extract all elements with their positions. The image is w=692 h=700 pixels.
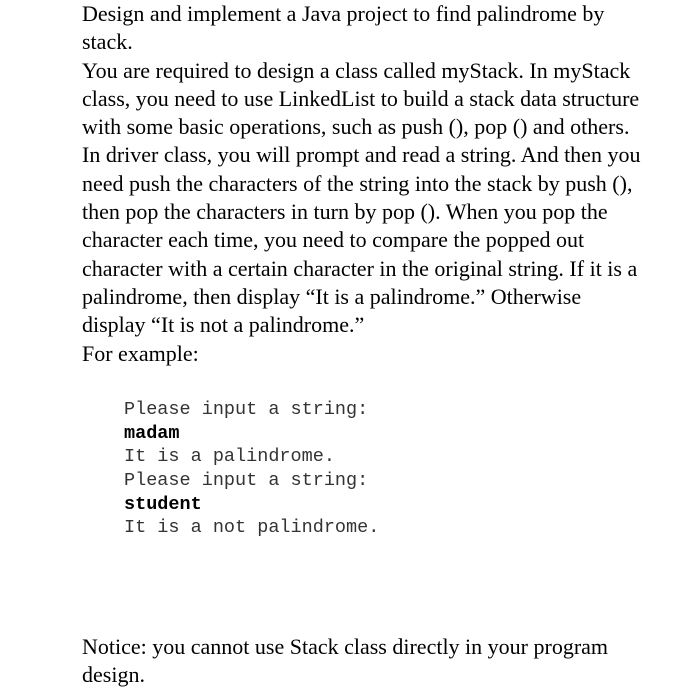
assignment-document [82,0,642,688]
problem-statement [82,0,642,368]
console-line-result-1: It is a palindrome. [124,446,335,468]
console-line-prompt-2: Please input a string: [124,469,369,491]
console-line-input-2: student [124,493,202,515]
requirement-paragraph: You are required to design a class called myStack. In myStack class, you need to use LinkedList to build a stack data structure with some basic operations, such as push (), pop () and others. [82,57,640,140]
notice-paragraph: Notice: you cannot use Stack class directly in your program design. [82,634,609,688]
console-line-input-1: madam [124,422,180,444]
example-label: For example: [82,340,199,366]
console-line-result-2: It is a not palindrome. [124,517,380,539]
console-line-prompt-1: Please input a string: [124,398,369,420]
example-console-output [124,398,642,540]
driver-paragraph: In driver class, you will prompt and read a string. And then you need push the characters of the string into the stack by push (), then pop the characters in turn by pop (). When you pop the character each time, you need to compare the popped out character with a certain character in the original string. If it is a palindrome, then display “It is a palindrome.” Otherwise display “It is not a palindrome.” [82,142,641,338]
title-line: Design and implement a Java project to find palindrome by stack. [82,1,605,55]
